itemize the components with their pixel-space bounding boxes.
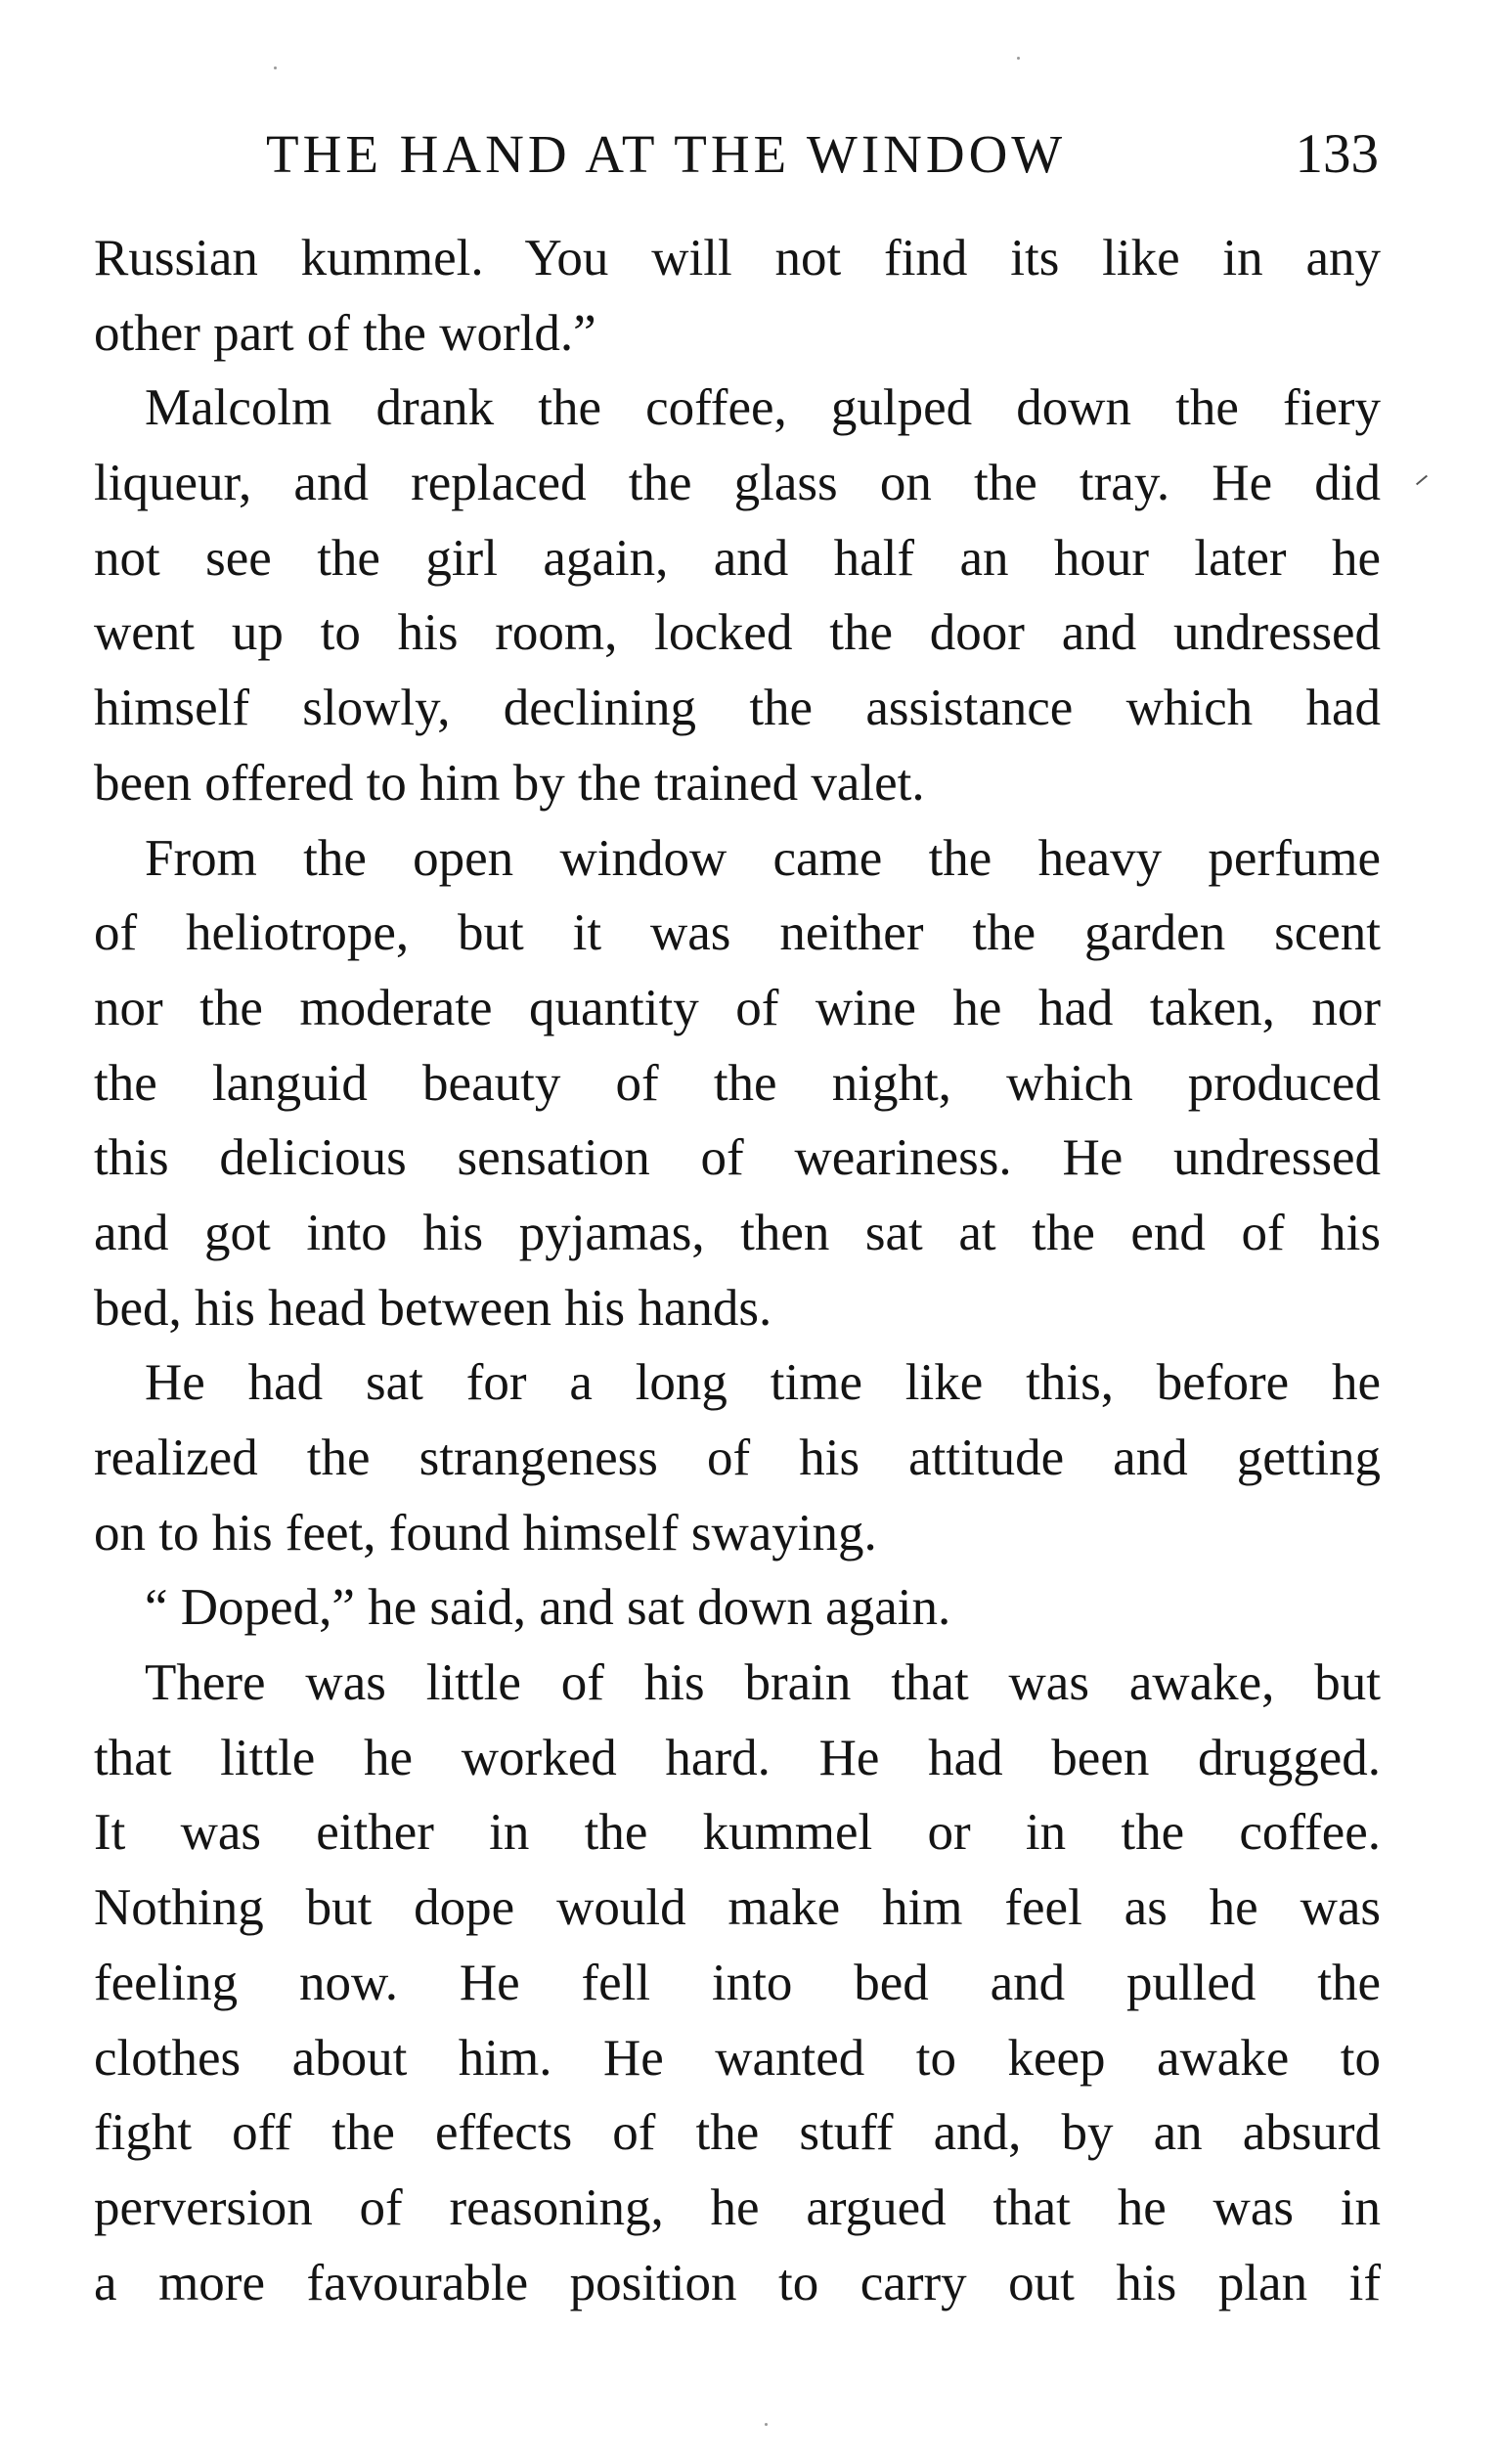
text-line: the languid beauty of the night, which produced (94, 1054, 1381, 1112)
text-line: went up to his room, locked the door and undressed (94, 604, 1381, 662)
text-line: not see the girl again, and half an hour later he (94, 529, 1381, 587)
text-line: He had sat for a long time like this, before he (145, 1354, 1381, 1412)
text-line: this delicious sensation of weariness. He undressed (94, 1129, 1381, 1187)
page-header (266, 115, 1379, 194)
body-text (94, 221, 1381, 2320)
text-line: From the open window came the heavy perfume (145, 829, 1381, 887)
text-line: that little he worked hard. He had been drugged. (94, 1729, 1381, 1786)
page-number: 133 (1295, 123, 1379, 185)
text-line: fight off the effects of the stuff and, by an absurd (94, 2104, 1381, 2162)
text-line: bed, his head between his hands. (94, 1279, 772, 1337)
text-line: clothes about him. He wanted to keep awake to (94, 2029, 1381, 2087)
running-title: THE HAND AT THE WINDOW (266, 124, 1067, 184)
text-line: on to his feet, found himself swaying. (94, 1504, 877, 1562)
text-line: There was little of his brain that was awake, but (145, 1654, 1381, 1712)
text-line: a more favourable position to carry out his plan if (94, 2254, 1381, 2311)
text-line: liqueur, and replaced the glass on the tray. He did (94, 455, 1381, 512)
text-line: nor the moderate quantity of wine he had taken, nor (94, 979, 1381, 1036)
paper-speck (765, 2423, 768, 2426)
paper-speck (274, 66, 277, 69)
paper-speck (1017, 57, 1020, 60)
text-line: and got into his pyjamas, then sat at the end of his (94, 1204, 1381, 1261)
text-line: Nothing but dope would make him feel as he was (94, 1879, 1381, 1937)
text-line: himself slowly, declining the assistance which had (94, 680, 1381, 737)
text-line: perversion of reasoning, he argued that he was in (94, 2178, 1381, 2236)
text-line: Malcolm drank the coffee, gulped down the fiery (145, 379, 1381, 437)
text-line: “ Doped,” he said, and sat down again. (145, 1579, 951, 1637)
text-line: other part of the world.” (94, 304, 596, 362)
text-line: realized the strangeness of his attitude and getting (94, 1430, 1381, 1486)
margin-pencil-mark (1416, 475, 1428, 486)
text-line: It was either in the kummel or in the coffee. (94, 1804, 1381, 1862)
text-line: been offered to him by the trained valet. (94, 754, 925, 812)
text-line: feeling now. He fell into bed and pulled the (94, 1954, 1381, 2011)
text-line: Russian kummel. You will not find its like in any (94, 230, 1381, 286)
text-line: of heliotrope, but it was neither the garden scent (94, 904, 1381, 962)
